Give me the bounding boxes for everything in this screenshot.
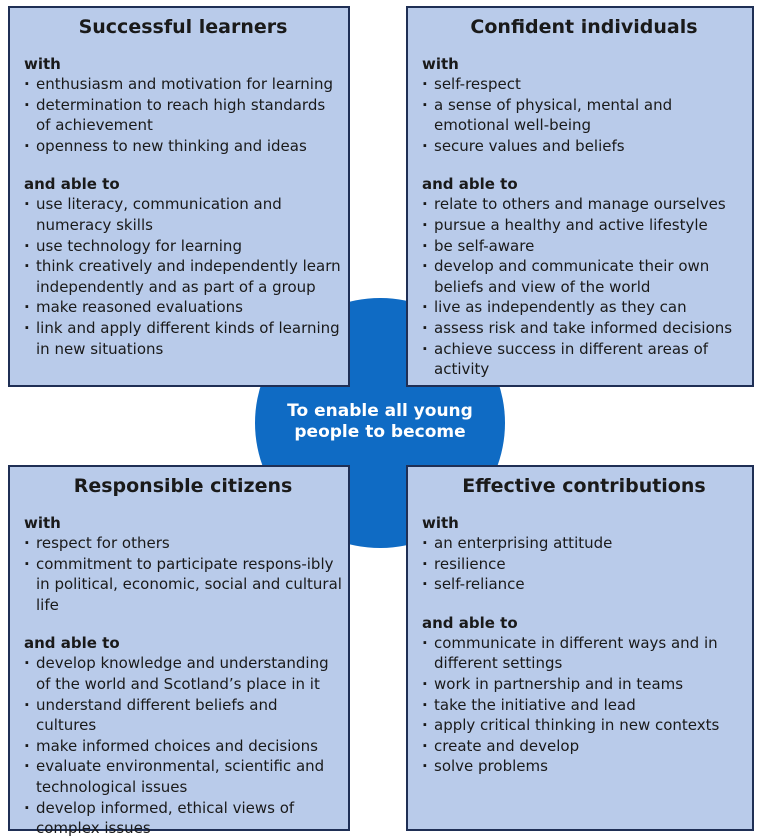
list-item: · make informed choices and decisions <box>24 736 342 757</box>
list-item: · use literacy, communication and numeracy skills <box>24 194 342 235</box>
list-item: · determination to reach high standards of achievement <box>24 95 342 136</box>
with-label: with <box>422 514 459 532</box>
list-item: · self-reliance <box>422 574 746 595</box>
center-line-2: people to become <box>294 422 466 442</box>
able-list <box>422 633 746 777</box>
list-item: · use technology for learning <box>24 236 342 257</box>
box-successful-learners <box>8 6 350 387</box>
list-item: · take the initiative and lead <box>422 695 746 716</box>
list-item: · self-respect <box>422 74 746 95</box>
list-item: · secure values and beliefs <box>422 136 746 157</box>
box-title: Effective contributions <box>462 475 706 497</box>
list-item: · pursue a healthy and active lifestyle <box>422 215 746 236</box>
list-item: · communicate in different ways and in different settings <box>422 633 746 674</box>
list-item: · achieve success in different areas of activity <box>422 339 746 380</box>
list-item: · apply critical thinking in new contexts <box>422 715 746 736</box>
list-item: · enthusiasm and motivation for learning <box>24 74 342 95</box>
list-item: · commitment to participate respons-ibly in political, economic, social and cultural life <box>24 554 342 616</box>
able-list <box>422 194 746 379</box>
with-list <box>422 74 746 156</box>
able-label: and able to <box>422 613 518 632</box>
list-item: · be self-aware <box>422 236 746 257</box>
list-item: · a sense of physical, mental and emotional well-being <box>422 95 746 136</box>
able-list <box>24 653 342 838</box>
with-label: with <box>24 55 61 73</box>
list-item: · develop knowledge and understanding of the world and Scotland’s place in it <box>24 653 342 694</box>
list-item: · develop and communicate their own beliefs and view of the world <box>422 256 746 297</box>
able-label: and able to <box>422 175 518 194</box>
list-item: · link and apply different kinds of learning in new situations <box>24 318 342 359</box>
list-item: · solve problems <box>422 756 746 777</box>
box-title: Confident individuals <box>470 16 698 38</box>
list-item: · work in partnership and in teams <box>422 674 746 695</box>
able-label: and able to <box>24 634 120 653</box>
list-item: · an enterprising attitude <box>422 533 746 554</box>
list-item: · live as independently as they can <box>422 297 746 318</box>
able-list <box>24 194 342 359</box>
with-list <box>24 533 342 615</box>
center-line-1: To enable all young <box>287 401 473 421</box>
with-list <box>24 74 342 156</box>
list-item: · understand different beliefs and cultures <box>24 695 342 736</box>
list-item: · resilience <box>422 554 746 575</box>
list-item: · make reasoned evaluations <box>24 297 342 318</box>
box-confident-individuals <box>406 6 754 387</box>
with-label: with <box>24 514 61 532</box>
with-list <box>422 533 746 595</box>
box-responsible-citizens <box>8 465 350 838</box>
list-item: · think creatively and independently learn independently and as part of a group <box>24 256 342 297</box>
able-label: and able to <box>24 175 120 194</box>
list-item: · develop informed, ethical views of complex issues <box>24 798 342 839</box>
center-label <box>255 401 505 443</box>
list-item: · assess risk and take informed decisions <box>422 318 746 339</box>
list-item: · evaluate environmental, scientific and technological issues <box>24 756 342 797</box>
box-title: Responsible citizens <box>73 475 293 497</box>
with-label: with <box>422 55 459 73</box>
list-item: · openness to new thinking and ideas <box>24 136 342 157</box>
list-item: · create and develop <box>422 736 746 757</box>
list-item: · relate to others and manage ourselves <box>422 194 746 215</box>
box-title: Successful learners <box>78 16 288 38</box>
list-item: · respect for others <box>24 533 342 554</box>
box-effective-contributions <box>406 465 754 831</box>
